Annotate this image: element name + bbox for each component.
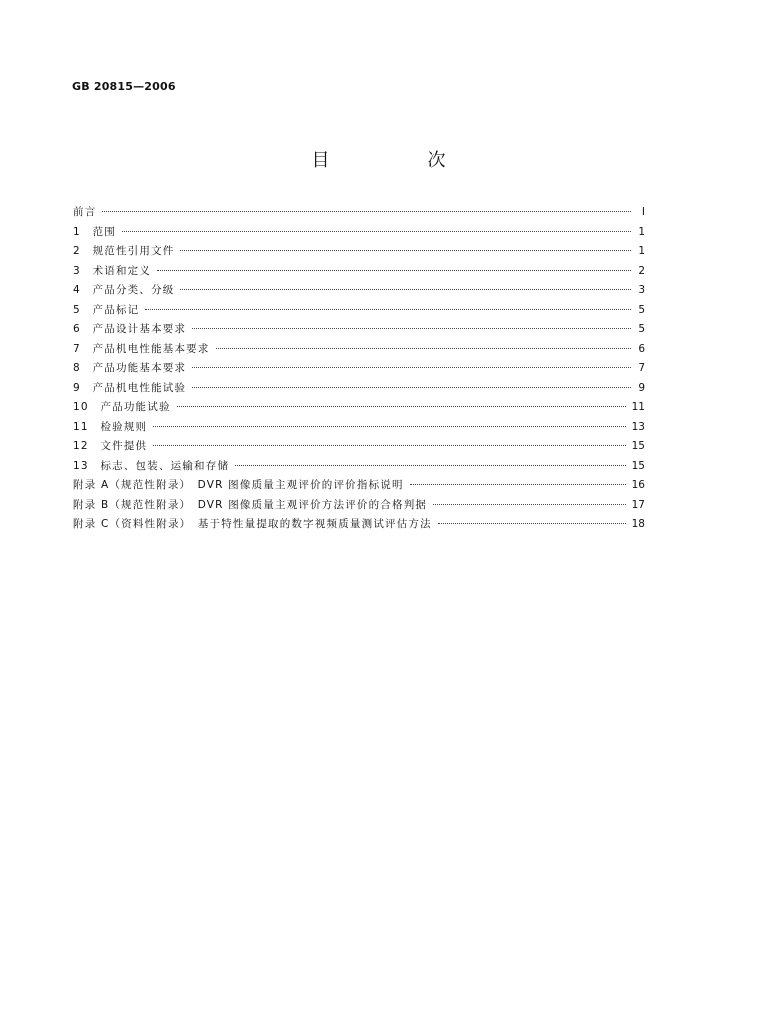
toc-entry-label: 附录 B（规范性附录） DVR 图像质量主观评价方法评价的合格判据 <box>73 498 428 511</box>
table-of-contents <box>73 204 645 536</box>
toc-entry-page: 1 <box>638 245 645 257</box>
toc-entry-13[interactable] <box>73 458 645 478</box>
toc-entry-9[interactable] <box>73 380 645 400</box>
toc-entry-3[interactable] <box>73 263 645 283</box>
toc-entry-appendix-c[interactable] <box>73 516 645 536</box>
toc-entry-2[interactable] <box>73 243 645 263</box>
toc-entry-8[interactable] <box>73 360 645 380</box>
toc-leader-dots <box>192 328 631 329</box>
toc-entry-11[interactable] <box>73 419 645 439</box>
toc-leader-dots <box>216 348 631 349</box>
toc-entry-page: 7 <box>638 362 645 374</box>
toc-entry-appendix-b[interactable] <box>73 497 645 517</box>
toc-entry-label: 6 产品设计基本要求 <box>73 323 187 335</box>
toc-entry-7[interactable] <box>73 341 645 361</box>
toc-entry-page: 5 <box>638 303 645 316</box>
toc-entry-page: 16 <box>631 479 645 491</box>
toc-leader-dots <box>180 250 631 251</box>
toc-entry-5[interactable] <box>73 302 645 322</box>
toc-leader-dots <box>410 484 626 485</box>
toc-entry-label: 2 规范性引用文件 <box>73 245 175 257</box>
toc-leader-dots <box>438 523 626 524</box>
toc-entry-label: 附录 C（资料性附录） 基于特性量提取的数字视频质量测试评估方法 <box>73 518 432 530</box>
toc-leader-dots <box>433 504 626 505</box>
toc-entry-label: 3 术语和定义 <box>73 264 152 277</box>
toc-entry-12[interactable] <box>73 438 645 458</box>
toc-entry-label: 1 范围 <box>73 225 116 238</box>
toc-entry-page: 11 <box>631 401 645 413</box>
toc-entry-4[interactable] <box>73 282 645 302</box>
toc-entry-label: 前言 <box>73 206 97 218</box>
toc-entry-label: 11 检验规则 <box>73 420 148 433</box>
toc-entry-page: 18 <box>631 518 645 530</box>
toc-entry-foreword[interactable] <box>73 204 645 224</box>
toc-entry-page: 13 <box>631 420 645 433</box>
toc-entry-page: 1 <box>638 225 645 238</box>
toc-entry-page: 3 <box>638 284 645 296</box>
toc-leader-dots <box>180 289 631 290</box>
toc-leader-dots <box>122 231 631 232</box>
toc-entry-page: 2 <box>638 264 645 277</box>
toc-leader-dots <box>157 270 631 271</box>
toc-leader-dots <box>235 465 625 466</box>
toc-entry-label: 12 文件提供 <box>73 440 148 452</box>
toc-entry-page: 17 <box>631 498 645 511</box>
toc-entry-label: 4 产品分类、分级 <box>73 284 175 296</box>
toc-entry-page: 9 <box>638 381 645 394</box>
page-title: 目 次 <box>311 150 486 171</box>
toc-entry-1[interactable] <box>73 224 645 244</box>
toc-entry-label: 5 产品标记 <box>73 303 140 316</box>
toc-leader-dots <box>192 367 631 368</box>
toc-entry-page: I <box>641 206 645 218</box>
toc-entry-label: 10 产品功能试验 <box>73 401 171 413</box>
standard-code: GB 20815—2006 <box>72 80 176 93</box>
toc-entry-page: 5 <box>638 323 645 335</box>
toc-leader-dots <box>153 445 625 446</box>
toc-leader-dots <box>177 406 626 407</box>
toc-entry-page: 6 <box>638 342 645 355</box>
toc-leader-dots <box>192 387 631 388</box>
toc-entry-label: 13 标志、包装、运输和存储 <box>73 459 230 472</box>
toc-entry-label: 8 产品功能基本要求 <box>73 362 187 374</box>
toc-entry-6[interactable] <box>73 321 645 341</box>
toc-entry-10[interactable] <box>73 399 645 419</box>
toc-leader-dots <box>153 426 625 427</box>
toc-entry-label: 附录 A（规范性附录） DVR 图像质量主观评价的评价指标说明 <box>73 479 404 491</box>
toc-entry-label: 7 产品机电性能基本要求 <box>73 342 210 355</box>
toc-leader-dots <box>145 309 631 310</box>
toc-entry-page: 15 <box>631 440 645 452</box>
toc-entry-label: 9 产品机电性能试验 <box>73 381 187 394</box>
toc-leader-dots <box>102 211 631 212</box>
toc-entry-appendix-a[interactable] <box>73 477 645 497</box>
toc-entry-page: 15 <box>631 459 645 472</box>
